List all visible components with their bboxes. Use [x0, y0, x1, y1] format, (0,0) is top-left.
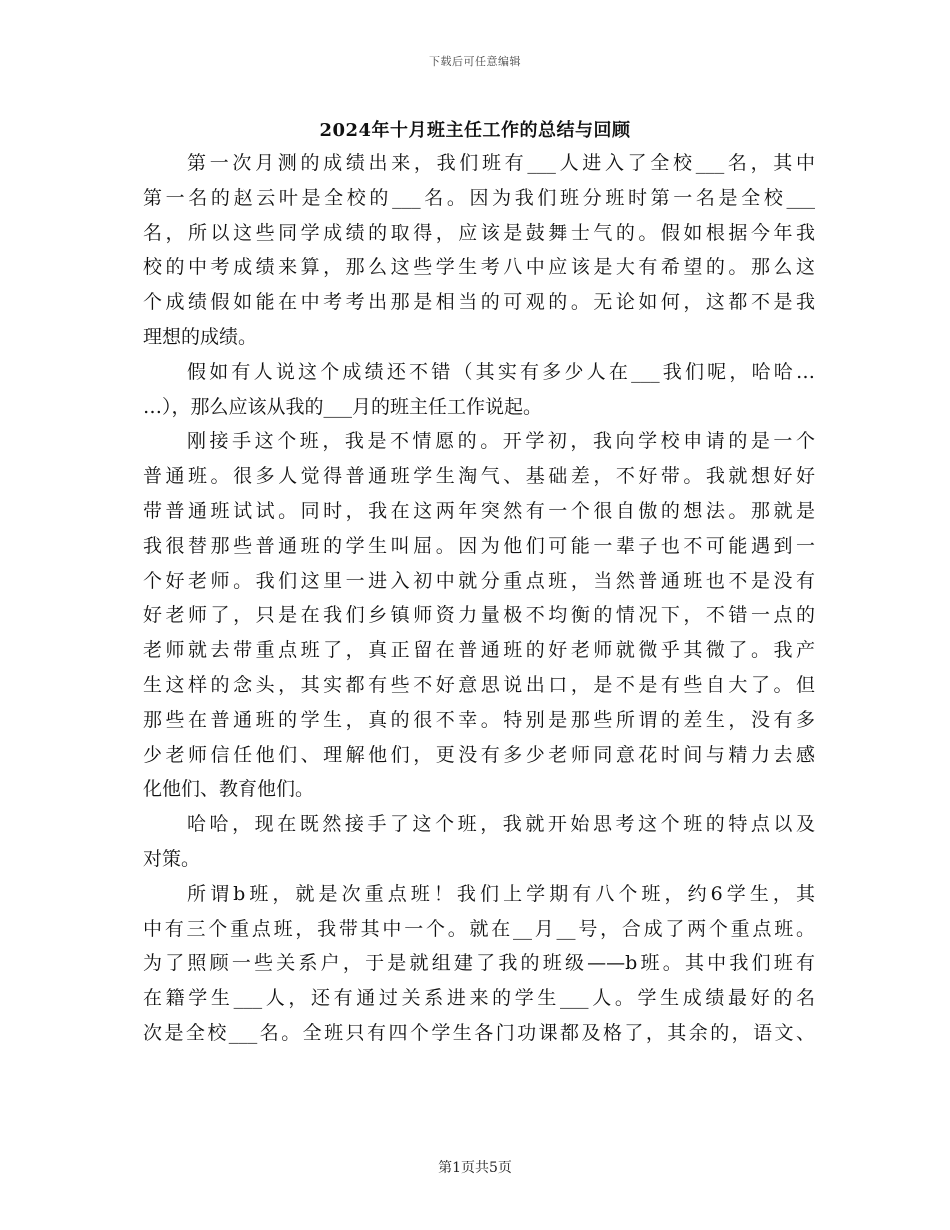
text-line: 个好老师。我们这里一进入初中就分重点班，当然普通班也不是没有 — [143, 569, 815, 592]
page-footer: 第1页共5页 — [438, 1160, 512, 1176]
paragraph — [143, 424, 815, 807]
text-line: 次是全校___名。全班只有四个学生各门功课都及格了，其余的，语文、 — [143, 1021, 815, 1044]
text-line: 个成绩假如能在中考考出那是相当的可观的。无论如何，这都不是我 — [143, 291, 815, 314]
paragraph — [143, 355, 815, 425]
text-line: 好老师了，只是在我们乡镇师资力量极不均衡的情况下，不错一点的 — [143, 604, 815, 627]
document-title: 2024年十月班主任工作的总结与回顾 — [319, 120, 631, 141]
text-line: 理想的成绩。 — [143, 325, 258, 348]
text-line: 化他们、教育他们。 — [143, 778, 315, 801]
text-line: 校的中考成绩来算，那么这些学生考八中应该是大有希望的。那么这 — [143, 256, 815, 279]
text-line: 为了照顾一些关系户，于是就组建了我的班级——b班。其中我们班有 — [143, 952, 815, 975]
text-line: 对策。 — [143, 847, 201, 870]
text-line: 所谓b班，就是次重点班！我们上学期有八个班，约6学生，其 — [187, 882, 815, 905]
text-line: 哈哈，现在既然接手了这个班，我就开始思考这个班的特点以及 — [187, 813, 815, 836]
document-body — [143, 146, 815, 1051]
paragraph — [143, 807, 815, 877]
text-line: 带普通班试试。同时，我在这两年突然有一个很自傲的想法。那就是 — [143, 499, 815, 522]
text-line: 普通班。很多人觉得普通班学生淘气、基础差，不好带。我就想好好 — [143, 465, 815, 488]
text-line: …），那么应该从我的___月的班主任工作说起。 — [143, 395, 543, 418]
text-line: 假如有人说这个成绩还不错（其实有多少人在___我们呢，哈哈… — [187, 360, 815, 383]
text-line: 老师就去带重点班了，真正留在普通班的好老师就微乎其微了。我产 — [143, 639, 815, 662]
text-line: 少老师信任他们、理解他们，更没有多少老师同意花时间与精力去感 — [143, 743, 815, 766]
header-note: 下载后可任意编辑 — [429, 55, 521, 68]
paragraph — [143, 877, 815, 1051]
text-line: 那些在普通班的学生，真的很不幸。特别是那些所谓的差生，没有多 — [143, 708, 815, 731]
text-line: 刚接手这个班，我是不情愿的。开学初，我向学校申请的是一个 — [187, 430, 815, 453]
paragraph — [143, 146, 815, 355]
text-line: 中有三个重点班，我带其中一个。就在__月__号，合成了两个重点班。 — [143, 917, 815, 940]
text-line: 我很替那些普通班的学生叫屈。因为他们可能一辈子也不可能遇到一 — [143, 534, 815, 557]
text-line: 生这样的念头，其实都有些不好意思说出口，是不是有些自大了。但 — [143, 673, 815, 696]
text-line: 名，所以这些同学成绩的取得，应该是鼓舞士气的。假如根据今年我 — [143, 221, 815, 244]
text-line: 第一次月测的成绩出来，我们班有___人进入了全校___名，其中 — [187, 152, 815, 174]
text-line: 在籍学生___人，还有通过关系进来的学生___人。学生成绩最好的名 — [143, 987, 815, 1010]
text-line: 第一名的赵云叶是全校的___名。因为我们班分班时第一名是全校___ — [143, 186, 815, 209]
